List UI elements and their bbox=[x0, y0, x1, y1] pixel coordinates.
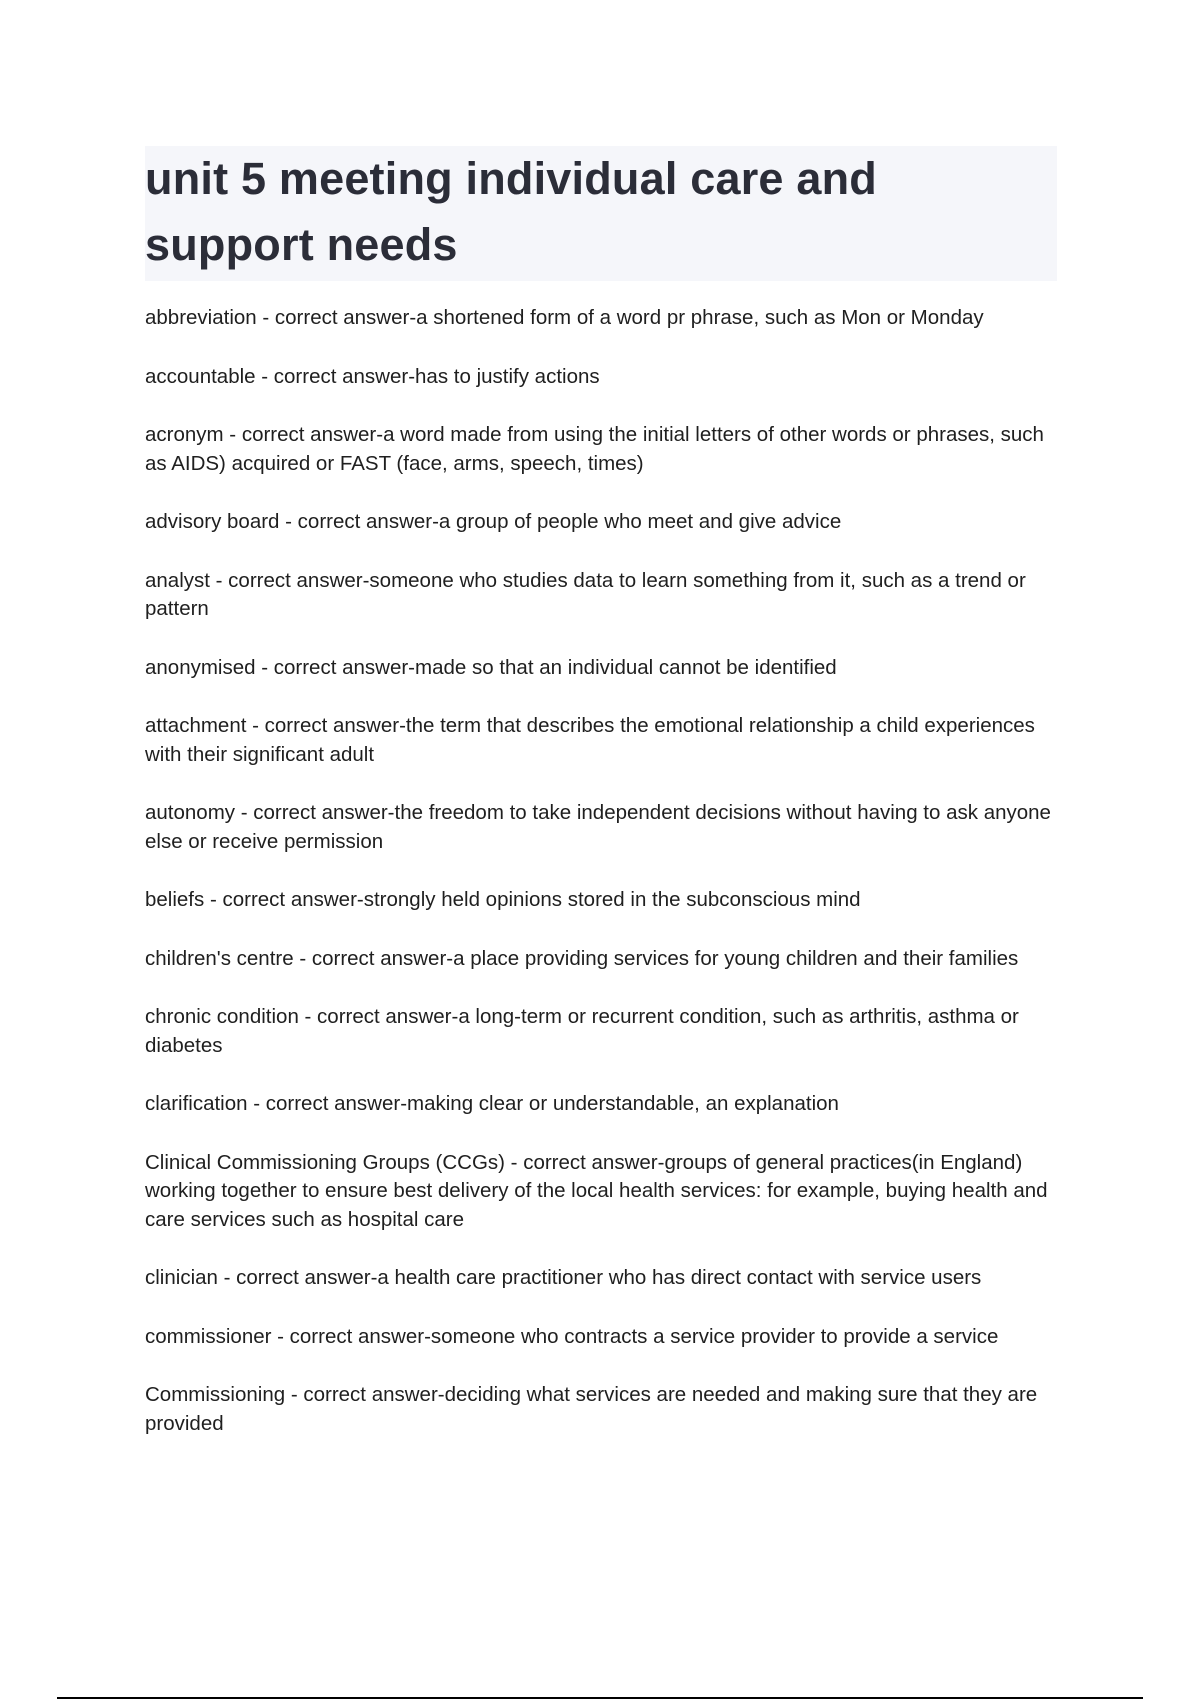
glossary-entry: Clinical Commissioning Groups (CCGs) - correct answer-groups of general practices(in England) working together to ensure best delivery of the local health services: for example, buying health and care services such as hospital care bbox=[145, 1150, 1048, 1231]
glossary-entry: clinician - correct answer-a health care practitioner who has direct contact with service users bbox=[145, 1266, 982, 1289]
glossary-entry: beliefs - correct answer-strongly held opinions stored in the subconscious mind bbox=[145, 888, 861, 911]
glossary-entry: commissioner - correct answer-someone who contracts a service provider to provide a service bbox=[145, 1324, 999, 1348]
glossary-entry: advisory board - correct answer-a group of people who meet and give advice bbox=[145, 510, 842, 533]
glossary-entry: accountable - correct answer-has to justify actions bbox=[145, 364, 600, 388]
glossary-entry: acronym - correct answer-a word made from using the initial letters of other words or phrases, such as AIDS) acquired or FAST (face, arms, speech, times) bbox=[145, 423, 1044, 475]
glossary-list bbox=[145, 304, 1065, 1468]
glossary-entry: Commissioning - correct answer-deciding what services are needed and making sure that they are provided bbox=[145, 1383, 1038, 1435]
glossary-entry: autonomy - correct answer-the freedom to take independent decisions without having to ask anyone else or receive permission bbox=[145, 801, 1051, 853]
glossary-entry: abbreviation - correct answer-a shortened form of a word pr phrase, such as Mon or Monday bbox=[145, 306, 984, 329]
glossary-entry: clarification - correct answer-making clear or understandable, an explanation bbox=[145, 1092, 839, 1115]
glossary-entry: chronic condition - correct answer-a long-term or recurrent condition, such as arthritis, asthma or diabetes bbox=[145, 1005, 1019, 1057]
title-block bbox=[145, 146, 1057, 281]
glossary-entry: children's centre - correct answer-a place providing services for young children and their families bbox=[145, 946, 1019, 970]
glossary-entry: anonymised - correct answer-made so that an individual cannot be identified bbox=[145, 655, 837, 679]
document-title: unit 5 meeting individual care and support needs bbox=[145, 153, 877, 270]
glossary-entry: attachment - correct answer-the term that describes the emotional relationship a child experiences with their significant adult bbox=[145, 714, 1035, 766]
footer-rule bbox=[57, 1697, 1143, 1699]
glossary-entry: analyst - correct answer-someone who studies data to learn something from it, such as a trend or pattern bbox=[145, 568, 1026, 620]
